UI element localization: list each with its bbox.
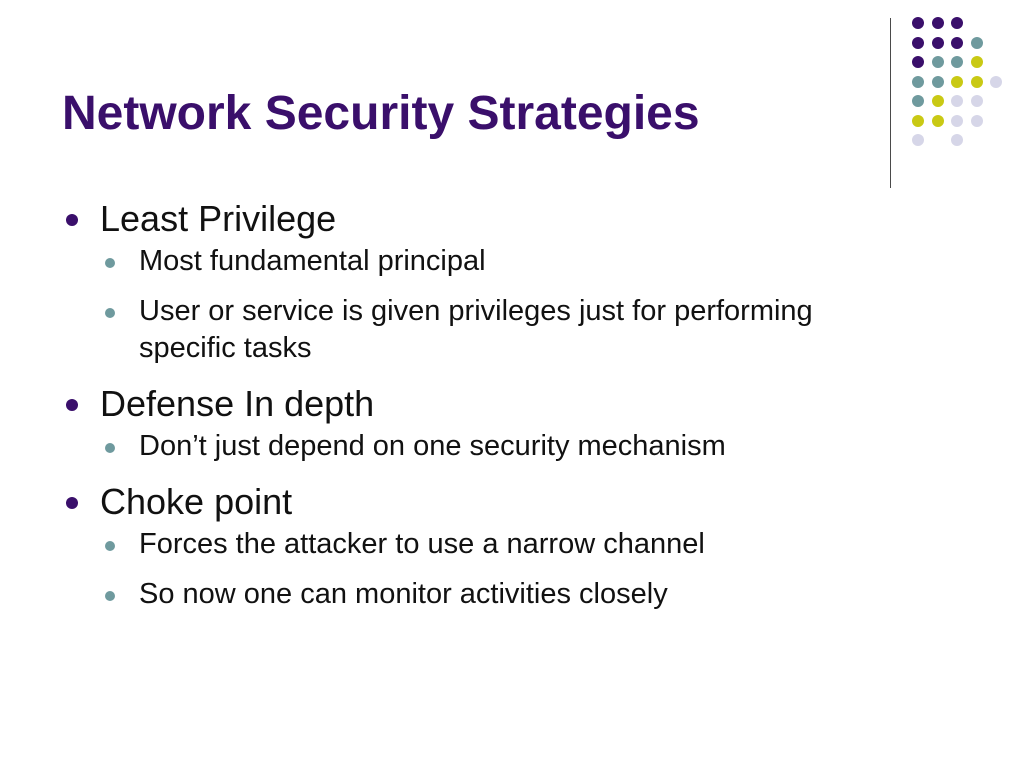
sub-bullet-item	[62, 293, 942, 367]
bullet-text: Least Privilege	[100, 198, 337, 239]
decorative-dot	[951, 134, 963, 146]
decorative-dot	[951, 95, 963, 107]
decorative-dot	[932, 17, 944, 29]
sub-bullet-marker	[105, 591, 115, 601]
sub-bullet-list	[62, 526, 942, 613]
bullet-item	[62, 380, 942, 428]
decorative-dot	[971, 76, 983, 88]
decorative-dot	[912, 134, 924, 146]
sub-bullet-list	[62, 428, 942, 465]
decorative-dot	[951, 37, 963, 49]
sub-bullet-list	[62, 243, 942, 367]
sub-bullet-text: Most fundamental principal	[139, 245, 486, 277]
decorative-dot	[990, 76, 1002, 88]
decorative-dot	[932, 37, 944, 49]
decorative-dot	[951, 56, 963, 68]
bullet-item	[62, 195, 942, 243]
sub-bullet-text: Forces the attacker to use a narrow channel	[139, 528, 705, 560]
decorative-dot	[971, 95, 983, 107]
decorative-dot	[912, 17, 924, 29]
slide-title: Network Security Strategies	[62, 87, 700, 140]
decorative-dot	[932, 95, 944, 107]
decorative-dot	[932, 76, 944, 88]
bullet-marker	[66, 399, 78, 411]
decorative-dot	[912, 76, 924, 88]
decorative-dot	[971, 56, 983, 68]
decorative-dot	[971, 115, 983, 127]
decorative-dot	[951, 76, 963, 88]
decorative-dot	[912, 37, 924, 49]
decorative-dot	[912, 95, 924, 107]
sub-bullet-item	[62, 428, 942, 465]
bullet-list	[62, 195, 942, 626]
sub-bullet-item	[62, 576, 942, 613]
sub-bullet-text: User or service is given privileges just for performing specific tasks	[139, 295, 813, 364]
decorative-dot	[971, 37, 983, 49]
sub-bullet-item	[62, 526, 942, 563]
bullet-marker	[66, 214, 78, 226]
bullet-item	[62, 478, 942, 526]
bullet-marker	[66, 497, 78, 509]
sub-bullet-text: Don’t just depend on one security mechanism	[139, 430, 726, 462]
sub-bullet-marker	[105, 258, 115, 268]
bullet-text: Choke point	[100, 481, 293, 522]
decorative-dot	[912, 56, 924, 68]
decorative-dot	[912, 115, 924, 127]
decorative-dot	[951, 115, 963, 127]
sub-bullet-text: So now one can monitor activities closely	[139, 578, 668, 610]
header-divider	[890, 18, 891, 188]
sub-bullet-marker	[105, 308, 115, 318]
bullet-text: Defense In depth	[100, 383, 375, 424]
decorative-dot	[932, 56, 944, 68]
sub-bullet-item	[62, 243, 942, 280]
sub-bullet-marker	[105, 443, 115, 453]
sub-bullet-marker	[105, 541, 115, 551]
decorative-dot	[932, 115, 944, 127]
decorative-dot	[951, 17, 963, 29]
